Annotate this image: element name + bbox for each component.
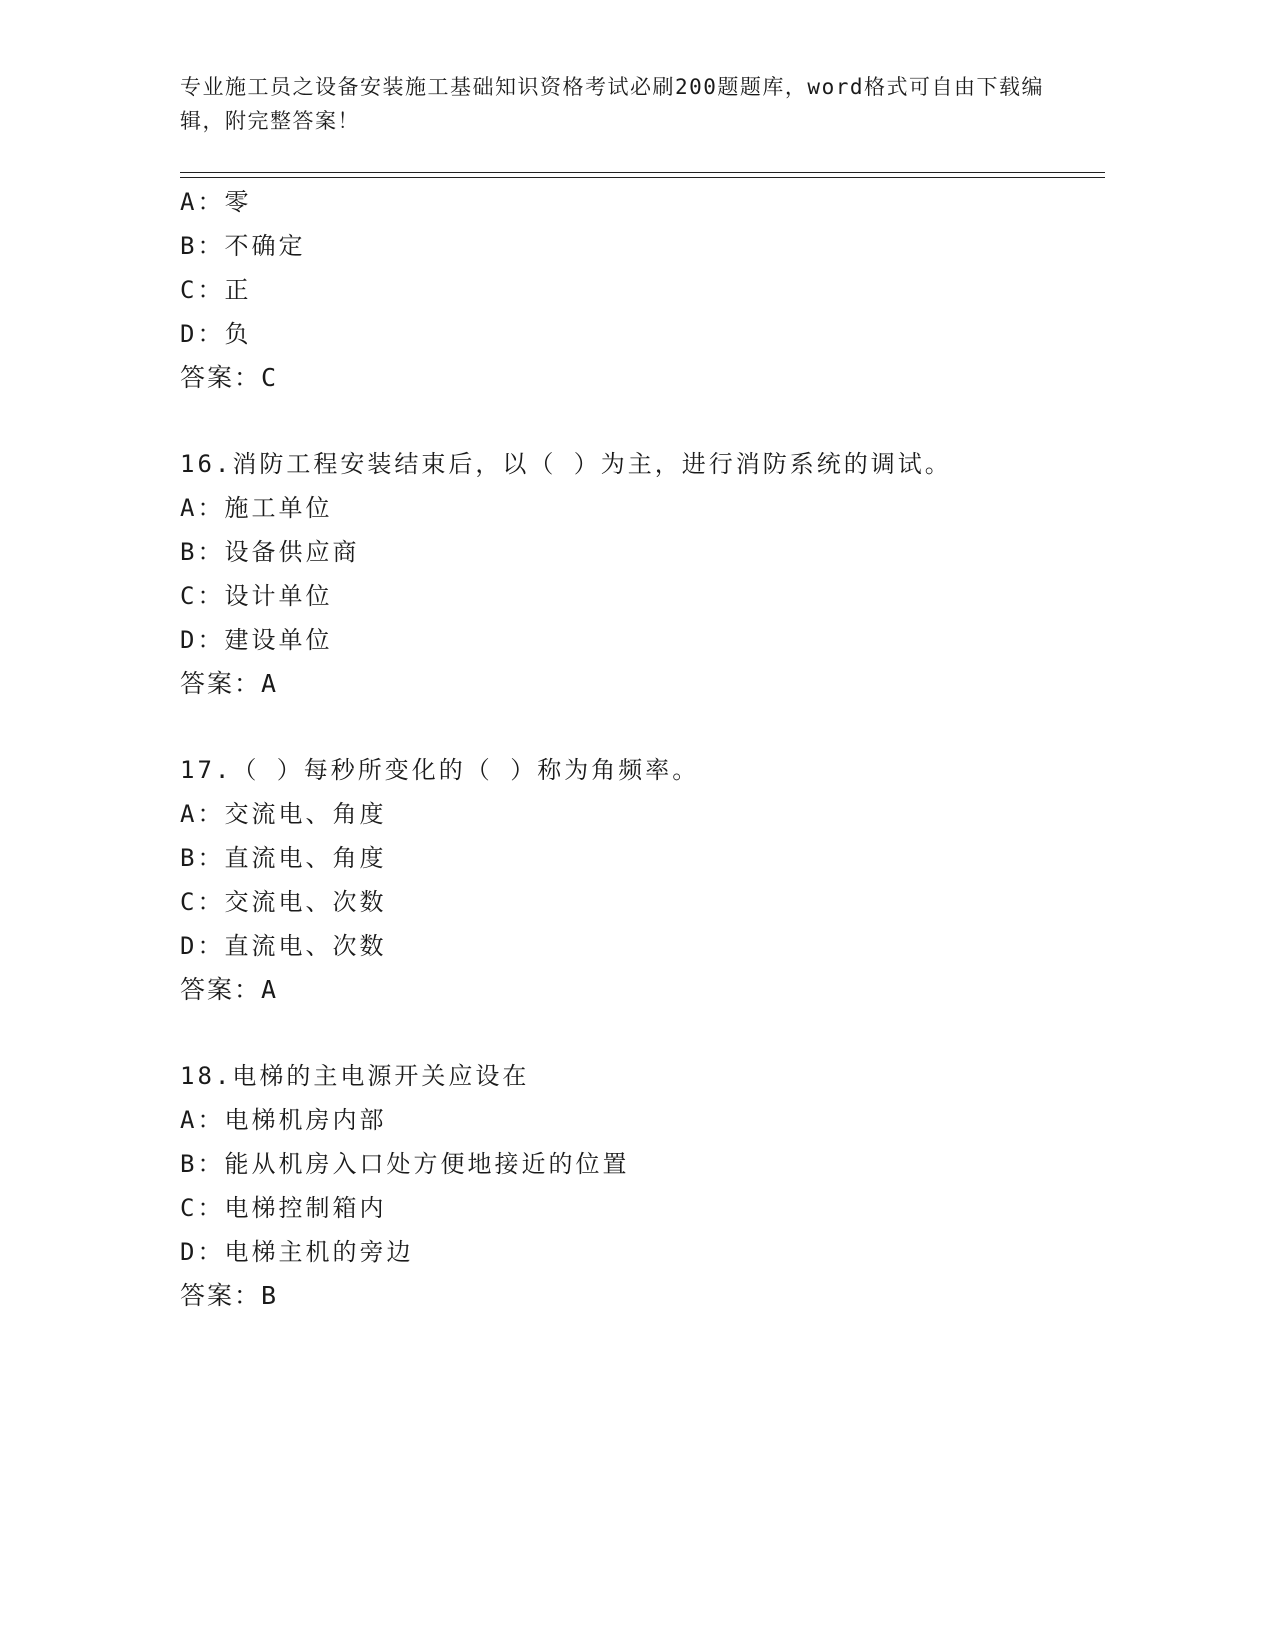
answer-line: 答案：B — [180, 1281, 279, 1310]
question-block — [180, 1054, 1105, 1318]
question-text: 18.电梯的主电源开关应设在 — [180, 1062, 530, 1090]
option-c: C：电梯控制箱内 — [180, 1194, 387, 1222]
option-d: D：电梯主机的旁边 — [180, 1238, 414, 1266]
option-d: D：建设单位 — [180, 626, 333, 654]
option-a: A：零 — [180, 188, 252, 216]
question-block — [180, 180, 1105, 400]
answer-line: 答案：C — [180, 363, 279, 392]
block-spacer — [180, 1012, 1105, 1054]
option-b: B：设备供应商 — [180, 538, 360, 566]
option-c: C：正 — [180, 276, 252, 304]
question-text: 16.消防工程安装结束后，以（ ）为主，进行消防系统的调试。 — [180, 450, 952, 478]
option-b: B：直流电、角度 — [180, 844, 387, 872]
header-divider-bottom — [180, 177, 1105, 178]
option-a: A：交流电、角度 — [180, 800, 387, 828]
document-header: 专业施工员之设备安装施工基础知识资格考试必刷200题题库，word格式可自由下载编辑，附完整答案！ — [180, 75, 1044, 133]
question-block — [180, 442, 1105, 706]
option-c: C：交流电、次数 — [180, 888, 387, 916]
answer-line: 答案：A — [180, 975, 279, 1004]
answer-line: 答案：A — [180, 669, 279, 698]
question-block — [180, 748, 1105, 1012]
option-d: D：直流电、次数 — [180, 932, 387, 960]
question-text: 17.（ ）每秒所变化的（ ）称为角频率。 — [180, 756, 700, 784]
block-spacer — [180, 400, 1105, 442]
option-b: B：不确定 — [180, 232, 306, 260]
option-b: B：能从机房入口处方便地接近的位置 — [180, 1150, 630, 1178]
question-list — [180, 180, 1105, 1318]
option-d: D：负 — [180, 320, 252, 348]
header-divider-top — [180, 172, 1105, 173]
option-a: A：施工单位 — [180, 494, 333, 522]
option-c: C：设计单位 — [180, 582, 333, 610]
block-spacer — [180, 706, 1105, 748]
option-a: A：电梯机房内部 — [180, 1106, 387, 1134]
